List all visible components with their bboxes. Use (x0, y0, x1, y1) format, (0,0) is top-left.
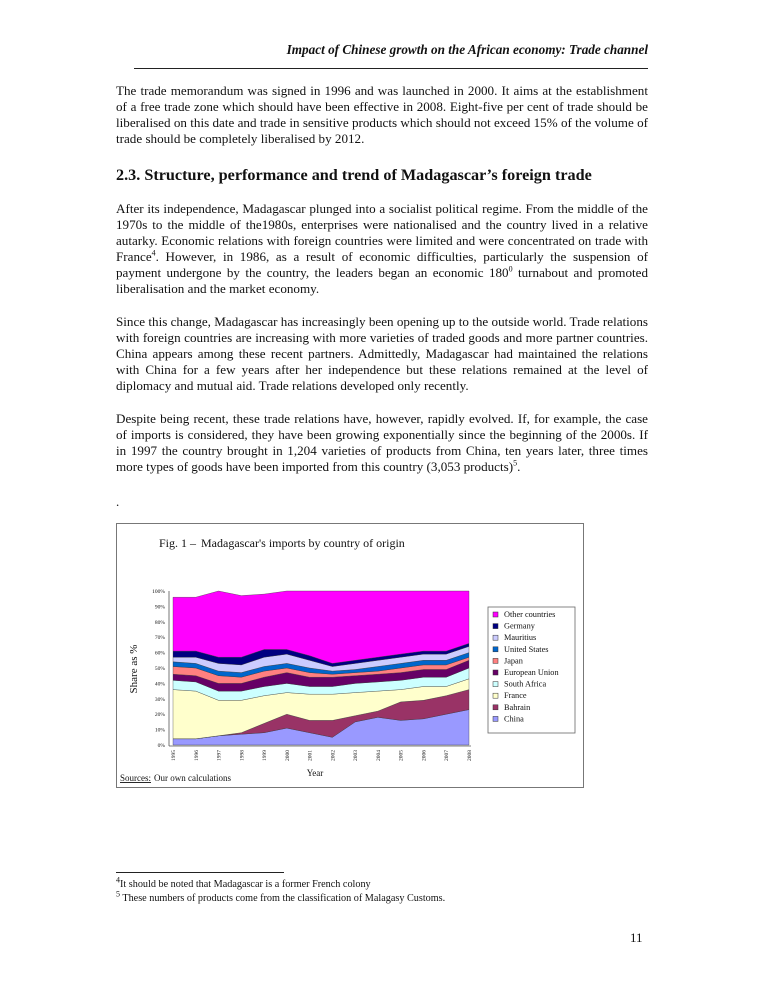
legend-swatch (493, 635, 498, 640)
footnote-4: $^4$It should be noted that Madagascar is a former French colony (116, 875, 371, 890)
legend-label: Japan (504, 656, 523, 666)
x-tick-label: 2001 (307, 750, 314, 761)
paragraph-trade-memorandum: The trade memorandum was signed in 1996 and was launched in 2000. It aims at the establishment of a free trade zone which should have been effective in 2008. Eight-five per cent of trade should be liberalised on this date and trade in sensitive products which should not exceed 15% of the volume of trade should be completely liberalised by 2012. (116, 83, 648, 147)
legend-label: South Africa (504, 679, 547, 689)
x-tick-label: 2004 (375, 750, 382, 761)
legend-label: China (504, 714, 524, 724)
legend-swatch (493, 647, 498, 652)
x-axis-ticks (171, 750, 473, 761)
x-tick-label: 1999 (262, 750, 269, 761)
degree-superscript: 0 (508, 265, 513, 275)
x-tick-label: 2002 (330, 750, 337, 761)
y-tick-label: 10% (154, 727, 165, 734)
stray-period: . (116, 494, 120, 509)
x-tick-label: 2008 (467, 750, 473, 761)
legend-label: France (504, 691, 527, 701)
legend-swatch (493, 612, 498, 617)
legend-swatch (493, 670, 498, 675)
section-heading: 2.3. Structure, performance and trend of Madagascar’s foreign trade (116, 166, 592, 184)
y-tick-label: 90% (154, 604, 165, 611)
x-tick-label: 1997 (216, 750, 223, 761)
paragraph-text: Despite being recent, these trade relations have, however, rapidly evolved. If, for example, the case of imports is considered, they have been growing exponentially since the beginning of the 2000s. If in 1997 the country brought in 1,204 varieties of products from China, ten years later, three times more types of goods have been imported from this country (3,053 products) (116, 411, 648, 475)
paragraph-opening-up: Since this change, Madagascar has increasingly been opening up to the outside world. Trade relations with foreign countries are increasing with more varieties of traded goods and more partner countries. China appears among these recent partners. Admittedly, Madagascar had maintained the relations with China for a few years after her independence but these relations remained at the level of diplomacy and mutual aid. Trade relations developed only recently. (116, 314, 648, 394)
footnote-5: $^5$ These numbers of products come from the classification of Malagasy Customs. (116, 889, 446, 904)
y-tick-label: 20% (154, 712, 165, 719)
y-tick-label: 80% (154, 619, 165, 626)
footnote-ref-5[interactable]: 5 (513, 458, 518, 468)
paragraph-text: . However, in 1986, as a result of economic difficulties, particularly the suspension of payment undergone by the country, the leaders began an economic 180 (116, 249, 648, 281)
x-tick-label: 1998 (239, 750, 246, 761)
legend-label: Germany (504, 621, 535, 631)
legend-label: European Union (504, 668, 559, 677)
x-tick-label: 2005 (398, 750, 405, 761)
figure-source: Sources: Our own calculations (120, 773, 231, 783)
x-tick-label: 1995 (171, 750, 177, 761)
legend-swatch (493, 716, 498, 721)
legend-label: Bahrain (504, 702, 531, 712)
x-tick-label: 2003 (353, 750, 360, 761)
x-axis-label: Year (306, 768, 324, 778)
footnote-rule (116, 872, 284, 873)
plot-areas (173, 591, 469, 745)
page-number: 11 (630, 930, 643, 945)
legend-swatch (493, 693, 498, 698)
running-header: Impact of Chinese growth on the African economy: Trade channel (286, 42, 648, 57)
paragraph-independence (116, 201, 648, 298)
y-tick-label: 70% (154, 635, 165, 642)
y-tick-label: 50% (154, 666, 165, 672)
y-tick-label: 100% (152, 589, 165, 595)
legend-swatch (493, 624, 498, 629)
paragraph-text: turnabout and promoted liberalisation and the market economy. (116, 265, 649, 297)
y-tick-label: 40% (154, 681, 165, 688)
y-tick-label: 60% (154, 650, 165, 657)
x-tick-label: 1996 (193, 750, 200, 761)
y-tick-label: 30% (154, 696, 165, 703)
paragraph-text: . (517, 459, 521, 475)
imports-chart (117, 524, 583, 787)
x-tick-label: 2006 (421, 750, 428, 761)
y-tick-label: 0% (157, 743, 165, 749)
x-tick-label: 2007 (444, 750, 451, 761)
legend-label: United States (504, 644, 549, 654)
legend-label: Mauritius (504, 633, 537, 643)
x-tick-label: 2000 (284, 750, 291, 761)
paragraph-trade-evolution (116, 411, 648, 475)
figure-1 (116, 523, 584, 788)
legend-label: Other countries (504, 610, 556, 619)
legend-swatch (493, 705, 498, 710)
y-axis-ticks (152, 589, 165, 749)
paragraph-text: After its independence, Madagascar plunged into a socialist political regime. From the middle of the 1970s to the middle of the1980s, enterprises were nationalised and the country lived in a relative autarky. Economic relations with foreign countries were limited and were concentrated on trade with France (116, 201, 648, 265)
legend-swatch (493, 658, 498, 663)
y-axis-label: Share as % (128, 644, 140, 694)
chart-title: Fig. 1 – Madagascar's imports by country of origin (159, 536, 405, 550)
footnote-ref-4[interactable]: 4 (151, 248, 156, 258)
header-rule (134, 68, 648, 69)
legend-swatch (493, 682, 498, 687)
